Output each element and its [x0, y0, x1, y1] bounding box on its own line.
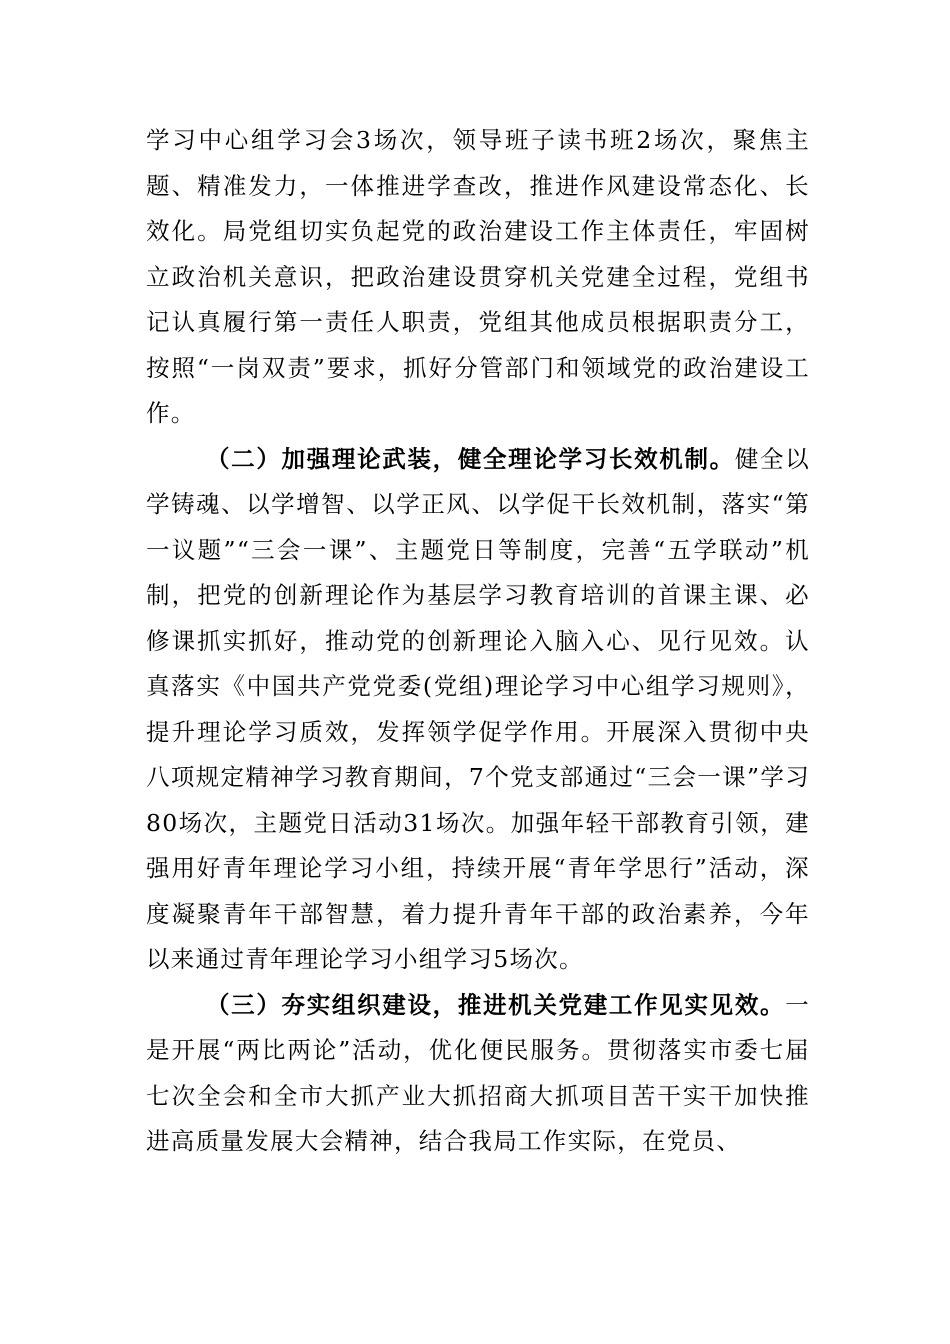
document-body — [146, 118, 810, 1165]
paragraph-3-text: 一是开展“两比两论”活动，优化便民服务。贯彻落实市委七届七次全会和全市大抓产业大抓招商大抓项目苦干实干加快推进高质量发展大会精神，结合我局工作实际，在党员、 — [146, 990, 810, 1155]
paragraph-3 — [146, 983, 810, 1165]
paragraph-1 — [146, 118, 810, 437]
paragraph-2-text: 健全以学铸魂、以学增智、以学正风、以学促干长效机制，落实“第一议题”“三会一课”、主题党日等制度，完善“五学联动”机制，把党的创新理论作为基层学习教育培训的首课主课、必修课抓实抓好，推动党的创新理论入脑入心、见行见效。认真落实《中国共产党党委(党组)理论学习中心组学习规则》，提升理论学习质效，发挥领学促学作用。开展深入贯彻中央八项规定精神学习教育期间，7个党支部通过“三会一课”学习80场次，主题党日活动31场次。加强年轻干部教育引领，建强用好青年理论学习小组，持续开展“青年学思行”活动，深度凝聚青年干部智慧，着力提升青年干部的政治素养，今年以来通过青年理论学习小组学习5场次。 — [146, 444, 810, 973]
paragraph-1-text: 学习中心组学习会3场次，领导班子读书班2场次，聚焦主题、精准发力，一体推进学查改，推进作风建设常态化、长效化。局党组切实负起党的政治建设工作主体责任，牢固树立政治机关意识，把政治建设贯穿机关党建全过程，党组书记认真履行第一责任人职责，党组其他成员根据职责分工，按照“一岗双责”要求，抓好分管部门和领域党的政治建设工作。 — [146, 126, 810, 427]
paragraph-3-heading: （三）夯实组织建设，推进机关党建工作见实见效。 — [206, 990, 786, 1019]
paragraph-2 — [146, 437, 810, 983]
paragraph-2-heading: （二）加强理论武装，健全理论学习长效机制。 — [206, 444, 735, 473]
